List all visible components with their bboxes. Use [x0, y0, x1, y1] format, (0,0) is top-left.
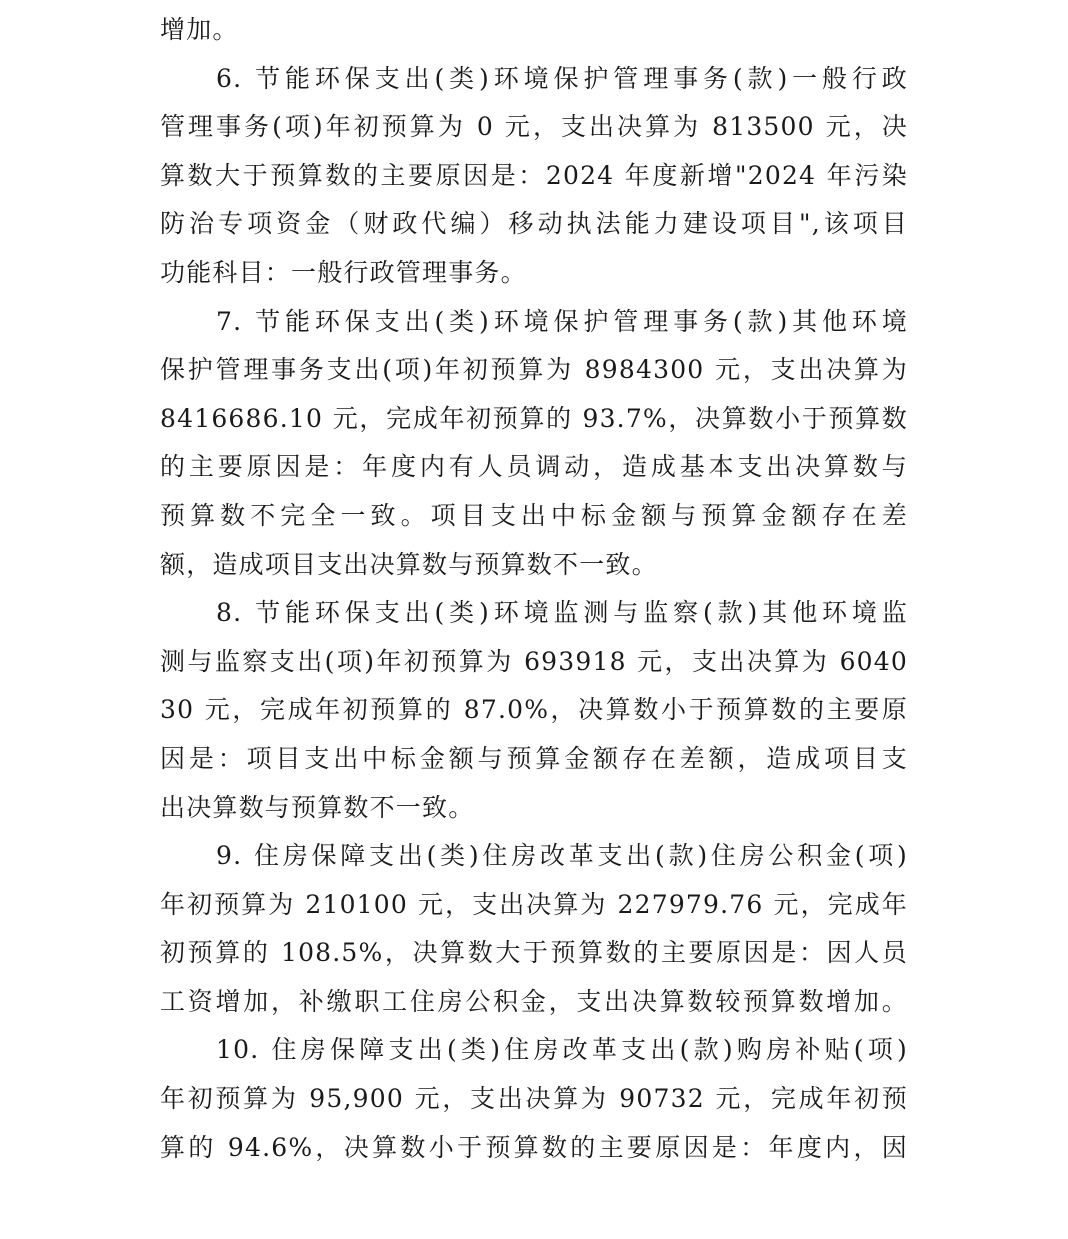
- text-line: 6. 节能环保支出(类)环境保护管理事务(款)一般行政: [216, 63, 908, 93]
- text-line: 测与监察支出(项)年初预算为 693918 元，支出决算为 6040: [160, 646, 908, 676]
- text-line: 保护管理事务支出(项)年初预算为 8984300 元，支出决算为: [160, 355, 908, 385]
- text-line: 管理事务(项)年初预算为 0 元，支出决算为 813500 元，决: [160, 112, 908, 142]
- text-line: 10. 住房保障支出(类)住房改革支出(款)购房补贴(项): [216, 1035, 908, 1065]
- text-line: 8. 节能环保支出(类)环境监测与监察(款)其他环境监: [216, 598, 908, 628]
- text-line: 预算数不完全一致。项目支出中标金额与预算金额存在差: [160, 500, 908, 530]
- text-line: 额，造成项目支出决算数与预算数不一致。: [160, 549, 658, 579]
- text-line: 8416686.10 元，完成年初预算的 93.7%，决算数小于预算数: [160, 403, 908, 433]
- document-body: [160, 6, 908, 1172]
- text-line: 防治专项资金（财政代编）移动执法能力建设项目",该项目: [160, 209, 908, 239]
- text-line: 9. 住房保障支出(类)住房改革支出(款)住房公积金(项): [216, 841, 908, 871]
- text-line: 年初预算为 210100 元，支出决算为 227979.76 元，完成年: [160, 889, 908, 919]
- text-line: 初预算的 108.5%，决算数大于预算数的主要原因是：因人员: [160, 938, 908, 968]
- text-line: 年初预算为 95,900 元，支出决算为 90732 元，完成年初预: [160, 1084, 908, 1114]
- text-line: 7. 节能环保支出(类)环境保护管理事务(款)其他环境: [216, 306, 908, 336]
- text-line: 的主要原因是：年度内有人员调动，造成基本支出决算数与: [160, 452, 908, 482]
- text-line: 算的 94.6%，决算数小于预算数的主要原因是：年度内，因: [160, 1132, 908, 1162]
- text-line: 工资增加，补缴职工住房公积金，支出决算数较预算数增加。: [160, 986, 908, 1016]
- text-line: 因是：项目支出中标金额与预算金额存在差额，造成项目支: [160, 743, 908, 773]
- text-line: 出决算数与预算数不一致。: [160, 792, 475, 822]
- text-line: 增加。: [160, 15, 239, 44]
- text-line: 30 元，完成年初预算的 87.0%，决算数小于预算数的主要原: [160, 695, 908, 725]
- text-line: 算数大于预算数的主要原因是：2024 年度新增"2024 年污染: [160, 160, 908, 190]
- text-line: 功能科目：一般行政管理事务。: [160, 257, 527, 287]
